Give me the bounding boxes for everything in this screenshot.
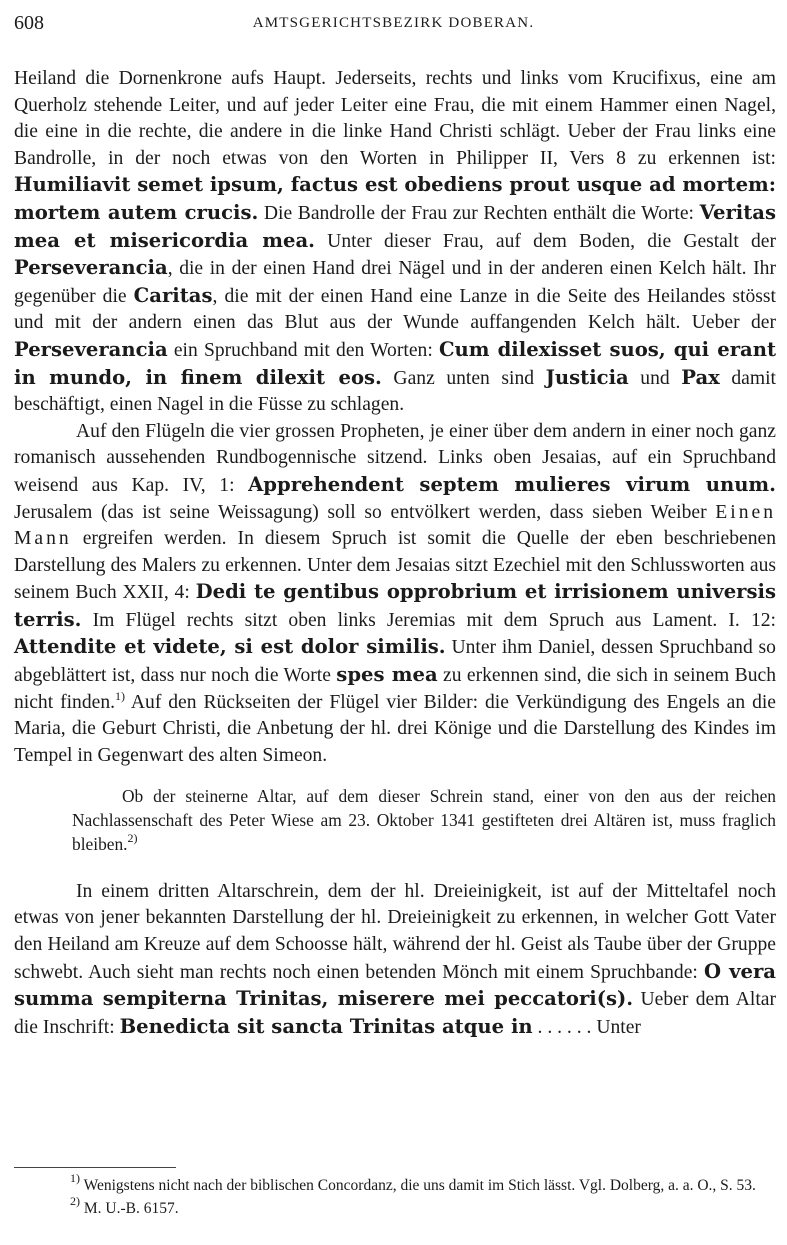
text-run: , die mit der einen Hand eine Lanze in die Seite des Heilandes stösst und mit der andern einen das Blut aus der Wunde auffangenden Kelch hält. Ueber der bbox=[14, 285, 776, 334]
latin-inscription: Humiliavit semet ipsum, factus est obediens prout usque ad mortem: mortem autem crucis. bbox=[14, 173, 776, 224]
paragraph-altar-note bbox=[72, 785, 776, 856]
latin-inscription: O vera summa sempiterna Trinitas, miserere mei peccatori(s). bbox=[14, 959, 776, 1011]
text-run: Ueber dem Altar die Inschrift: bbox=[14, 989, 776, 1038]
latin-name: Pax bbox=[681, 365, 720, 389]
text-run: . . . . . . Unter bbox=[532, 1016, 641, 1038]
text-run: Ganz unten sind bbox=[381, 367, 546, 389]
text-run: ein Spruchband mit den Worten: bbox=[167, 339, 439, 361]
text-run: In einem dritten Altarschrein, dem der hl. Dreieinigkeit, ist auf der Mitteltafel noch etwas von jener bekannten Darstellung der hl. Dreieinigkeit zu erkennen, in welcher Gott Vater den Heiland am Kreuze auf dem Schoosse hält, während der hl. Geist als Taube über der Gruppe schwebt. Auch sieht man rechts noch einen betenden Mönch mit einem Spruchbande: bbox=[14, 880, 776, 983]
text-run: und bbox=[628, 367, 682, 389]
text-run: damit beschäftigt, einen Nagel in die Füsse zu schlagen. bbox=[14, 367, 776, 416]
footnote-reference[interactable]: 1) bbox=[115, 688, 126, 703]
footnote-divider bbox=[14, 1167, 176, 1168]
running-title: AMTSGERICHTSBEZIRK DOBERAN. bbox=[252, 15, 535, 31]
text-run: Auf den Rückseiten der Flügel vier Bilder: die Verkündigung des Engels an die Maria, die Geburt Christi, die Anbetung der hl. drei Könige und die Darstellung des Kindes im Tempel in Gegenwart des alten Simeon. bbox=[14, 691, 777, 766]
page-header bbox=[14, 12, 773, 40]
latin-inscription: Veritas mea et misericordia mea. bbox=[14, 200, 777, 252]
footnote-text: Wenigstens nicht nach der biblischen Concordanz, die uns damit im Stich lässt. Vgl. Dolberg, a. a. O., S. 53. bbox=[83, 1177, 756, 1194]
footnotes bbox=[14, 1167, 776, 1220]
text-run: Ob der steinerne Altar, auf dem dieser Schrein stand, einer von den aus der reichen Nachlassenschaft des Peter Wiese am 23. Oktober 1341 gestifteten drei Altären ist, muss fraglich bleiben. bbox=[72, 786, 776, 855]
body-text bbox=[14, 66, 776, 1041]
footnote-1 bbox=[14, 1171, 776, 1197]
footnote-2 bbox=[14, 1194, 776, 1220]
page-number: 608 bbox=[14, 12, 44, 34]
footnote-marker: 2) bbox=[70, 1194, 80, 1208]
latin-inscription: Dedi te gentibus opprobrium et irrisionem universis terris. bbox=[14, 580, 776, 631]
text-run: Auf den Flügeln die vier grossen Propheten, je einer über dem andern in einer noch ganz romanisch aussehenden Rundbogennische sitzend. Links oben Jesaias, auf ein Spruchband weisend aus Kap. IV, 1: bbox=[14, 420, 776, 496]
text-run: zu erkennen sind, die sich in seinem Buch nicht finden. bbox=[14, 665, 776, 713]
paragraph-crucifixion bbox=[14, 66, 776, 419]
latin-inscription: Benedicta sit sancta Trinitas atque in bbox=[119, 1014, 533, 1038]
latin-inscription: Cum dilexisset suos, qui erant in mundo, in finem dilexit eos. bbox=[14, 337, 777, 389]
footnote-text: M. U.-B. 6157. bbox=[83, 1200, 179, 1217]
latin-name: Perseverancia bbox=[14, 256, 168, 280]
latin-name: Caritas bbox=[133, 283, 213, 307]
paragraph-trinity-altar bbox=[14, 879, 776, 1042]
text-run: Unter dieser Frau, auf dem Boden, die Gestalt der bbox=[315, 230, 776, 252]
text-run: , die in der einen Hand drei Nägel und in der anderen einen Kelch hält. Ihr gegenüber die bbox=[14, 258, 776, 307]
text-run: ergreifen werden. In diesem Spruch ist somit die Quelle der eben beschriebenen Darstellung des Malers zu erkennen. Unter dem Jesaias sitzt Ezechiel mit den Schlussworten aus seinem Buch XXII, 4: bbox=[14, 528, 776, 604]
text-run: Unter ihm Daniel, dessen Spruchband so abgeblättert ist, dass nur noch die Worte bbox=[14, 637, 776, 687]
paragraph-prophets bbox=[14, 419, 776, 770]
latin-name: Perseverancia bbox=[14, 337, 168, 361]
latin-name: Justicia bbox=[545, 365, 629, 389]
footnote-reference[interactable]: 2) bbox=[127, 831, 138, 846]
text-run: Im Flügel rechts sitzt oben links Jeremias mit dem Spruch aus Lament. I. 12: bbox=[81, 609, 776, 631]
text-run: Jerusalem (das ist seine Weissagung) soll so entvölkert werden, dass sieben Weiber bbox=[14, 501, 716, 523]
small-print-note bbox=[72, 785, 776, 856]
latin-inscription: Apprehendent septem mulieres virum unum. bbox=[248, 472, 776, 496]
latin-inscription: spes mea bbox=[336, 663, 438, 687]
spaced-emphasis: Einen Mann bbox=[14, 501, 776, 550]
text-run: Heiland die Dornenkrone aufs Haupt. Jederseits, rechts und links vom Krucifixus, eine am Querholz stehende Leiter, und auf jeder Leiter eine Frau, die mit einem Hammer einen Nagel, die eine in die rechte, die andere in die linke Hand Christi schlägt. Ueber der Frau links eine Bandrolle, in der noch etwas von den Worten in Philipper II, Vers 8 zu erkennen ist: bbox=[14, 68, 776, 169]
text-run: Die Bandrolle der Frau zur Rechten enthält die Worte: bbox=[258, 202, 700, 224]
footnote-marker: 1) bbox=[70, 1171, 80, 1185]
latin-inscription: Attendite et videte, si est dolor similis. bbox=[14, 635, 446, 659]
